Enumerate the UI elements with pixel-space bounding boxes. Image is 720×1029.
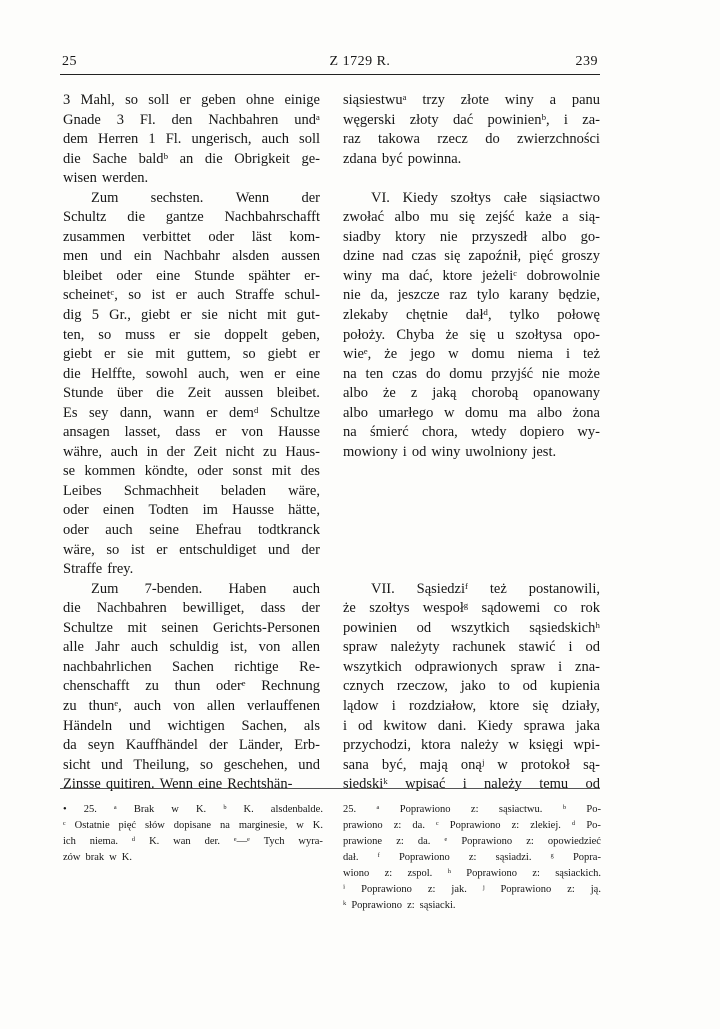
text-line: wieᵉ, że jego w domu niema i też bbox=[343, 346, 600, 363]
text-line: i od kwitow dani. Kiedy sprawa jaka bbox=[343, 717, 600, 734]
text-line: spraw należyty rachunek stawić i od bbox=[343, 639, 600, 656]
text-line: Zinsse quitiren. Wenn eine Rechtshän- bbox=[63, 776, 293, 793]
text-line: währe, auch in der Zeit nicht zu Haus- bbox=[63, 443, 320, 460]
text-line: scheinetᶜ, so ist er auch Straffe schul- bbox=[63, 287, 320, 304]
polish-text-column bbox=[343, 91, 600, 795]
text-line: winy ma dać, ktore jeżeliᶜ dobrowolnie bbox=[343, 267, 600, 284]
text-line: zdana być powinna. bbox=[343, 150, 462, 167]
footnote-line: ich niema. ᵈ K. wan der. ᵉ—ᵉ Tych wyra- bbox=[63, 836, 323, 847]
text-line: ten, so muss er sie doppelt geben, bbox=[63, 326, 320, 343]
text-line: Es sey dann, wann er demᵈ Schultze bbox=[63, 404, 320, 421]
page-number-right: 239 bbox=[575, 54, 598, 69]
footnote-line: wiono z: zspol. ʰ Poprawiono z: sąsiackich. bbox=[343, 868, 601, 879]
text-line: die Sache baldᵇ an die Obrigkeit ge- bbox=[63, 150, 320, 167]
text-line: wszytkich odprawionych spraw i zna- bbox=[343, 658, 600, 675]
text-line: VII. Sąsiedziᶠ też postanowili, bbox=[371, 580, 600, 597]
text-line: Straffe frey. bbox=[63, 561, 134, 578]
text-line bbox=[343, 521, 600, 541]
page-number-left: 25 bbox=[62, 54, 77, 69]
text-line: lądow i rozdziałow, ktore się działy, bbox=[343, 697, 600, 714]
text-line: albo umarłego w domu ma albo żona bbox=[343, 404, 600, 421]
text-line: siedskiᵏ wpisać i należy temu od bbox=[343, 776, 600, 793]
text-line: Gnade 3 Fl. den Nachbahren undᵃ bbox=[63, 111, 320, 128]
text-line: oder auch seine Ehefrau todtkranck bbox=[63, 522, 320, 539]
text-line: dzine nad czas się zapoźnił, pięć groszy bbox=[343, 248, 600, 265]
text-line: zu thunᵉ, auch von allen verlauffenen bbox=[63, 697, 320, 714]
text-line: na ten czas do domu przyjść nie może bbox=[343, 365, 600, 382]
text-line: sana być, mają onąʲ w protokoł są- bbox=[343, 756, 600, 773]
text-line: wisen werden. bbox=[63, 170, 149, 187]
text-line: VI. Kiedy szołtys całe siąsiactwo bbox=[371, 189, 600, 206]
text-line: giebt er sie mit guttem, so giebt er bbox=[63, 346, 320, 363]
footnotes-polish bbox=[343, 802, 601, 914]
footnote-line: prawiono z: da. ᶜ Poprawiono z: zlekiej. ᵈ Po- bbox=[343, 820, 601, 831]
text-line: alle Jahr auch schuldig ist, von allen bbox=[63, 639, 320, 656]
text-line: da seyn Kauffhändel der Länder, Erb- bbox=[63, 737, 320, 754]
text-line bbox=[343, 169, 600, 189]
footnote-line: • 25. ᵃ Brak w K. ᵇ K. alsdenbalde. bbox=[63, 804, 323, 815]
running-title: Z 1729 R. bbox=[329, 54, 391, 69]
text-line: dig 5 Gr., giebt er sie nicht mit gut- bbox=[63, 307, 320, 324]
text-line: chenschafft zu thun oderᵉ Rechnung bbox=[63, 678, 320, 695]
footnotes-german bbox=[63, 802, 323, 866]
footnote-line: prawione z: da. ᵉ Poprawiono z: opowiedzieć bbox=[343, 836, 601, 847]
text-line: Schultze mit seinen Gerichts-Personen bbox=[63, 619, 320, 636]
text-line: nachbahrlichen Sachen richtige Re- bbox=[63, 658, 320, 675]
text-line: mowiony i od winy uwolniony jest. bbox=[343, 443, 557, 460]
footnote-line: ⁱ Poprawiono z: jak. ʲ Poprawiono z: ją. bbox=[343, 884, 601, 895]
text-line: ansagen lasset, dass er von Hausse bbox=[63, 424, 320, 441]
text-line: oder einen Todten im Hausse hätte, bbox=[63, 502, 320, 519]
text-line: węgerski złoty dać powinienᵇ, i za- bbox=[343, 111, 600, 128]
text-line bbox=[343, 462, 600, 482]
text-line: nie da, jeszcze raz tylo karany będzie, bbox=[343, 287, 600, 304]
text-line bbox=[343, 541, 600, 561]
text-line: powinien od wszytkich sąsiedskichʰ bbox=[343, 619, 600, 636]
text-line: albo że z jaką chorobą opanowany bbox=[343, 385, 600, 402]
text-line: Zum 7-benden. Haben auch bbox=[91, 580, 320, 597]
header-rule bbox=[60, 74, 600, 75]
text-line: men und ein Nachbahr alsden aussen bbox=[63, 248, 320, 265]
text-line: Zum sechsten. Wenn der bbox=[91, 189, 320, 206]
text-line: Leibes Schmachheit beladen wäre, bbox=[63, 482, 320, 499]
text-line: cznych rzeczow, jako to od kupienia bbox=[343, 678, 600, 695]
text-line: se kommen köndte, oder sonst mit des bbox=[63, 463, 320, 480]
text-line: zusammen verbittet oder läst kom- bbox=[63, 228, 320, 245]
text-line: zwołać albo mu się zejść każe a sią- bbox=[343, 209, 600, 226]
footnote-line: ᶜ Ostatnie pięć słów dopisane na marginesie, w K. bbox=[63, 820, 323, 831]
footnote-rule bbox=[60, 788, 600, 789]
text-line bbox=[343, 482, 600, 502]
text-line: że szołtys wespołᵍ sądowemi co rok bbox=[343, 600, 600, 617]
footnote-line: 25. ᵃ Poprawiono z: sąsiactwu. ᵇ Po- bbox=[343, 804, 601, 815]
text-line bbox=[343, 560, 600, 580]
text-line: siadby ktory nie przyszedł albo go- bbox=[343, 228, 600, 245]
text-line: położy. Chyba że się u szołtysa opo- bbox=[343, 326, 600, 343]
footnote-line: zów brak w K. bbox=[63, 852, 132, 863]
text-line: zlekaby chętnie dałᵈ, tylko połowę bbox=[343, 307, 600, 324]
text-line: raz takowa rzecz do zwierzchności bbox=[343, 131, 600, 148]
german-text-column bbox=[63, 91, 320, 795]
footnote-line: ᵏ Poprawiono z: sąsiacki. bbox=[343, 900, 456, 911]
text-line: dem Herren 1 Fl. ungerisch, auch soll bbox=[63, 131, 320, 148]
text-line: bleibet oder eine Stunde spähter er- bbox=[63, 267, 320, 284]
text-line: 3 Mahl, so soll er geben ohne einige bbox=[63, 92, 320, 108]
text-line: Stunde über die Zeit aussen bleibet. bbox=[63, 385, 320, 402]
text-line: die Nachbahren bewilliget, dass der bbox=[63, 600, 320, 617]
text-line: wäre, so ist er entschuldiget und der bbox=[63, 541, 320, 558]
text-line: Schultz die gantze Nachbahrschafft bbox=[63, 209, 320, 226]
text-line: przychodzi, ktora należy w księgi wpi- bbox=[343, 737, 600, 754]
text-line: siąsiestwuᵃ trzy złote winy a panu bbox=[343, 92, 600, 108]
text-line: Händeln und wichtigen Sachen, als bbox=[63, 717, 320, 734]
text-line: na śmierć chora, wtedy dopiero wy- bbox=[343, 424, 600, 441]
footnote-line: dał. ᶠ Poprawiono z: sąsiadzi. ᵍ Popra- bbox=[343, 852, 601, 863]
text-line: sicht und Theilung, so geschehen, und bbox=[63, 756, 320, 773]
text-line: die Helffte, sowohl auch, wen er eine bbox=[63, 365, 320, 382]
text-line bbox=[343, 501, 600, 521]
